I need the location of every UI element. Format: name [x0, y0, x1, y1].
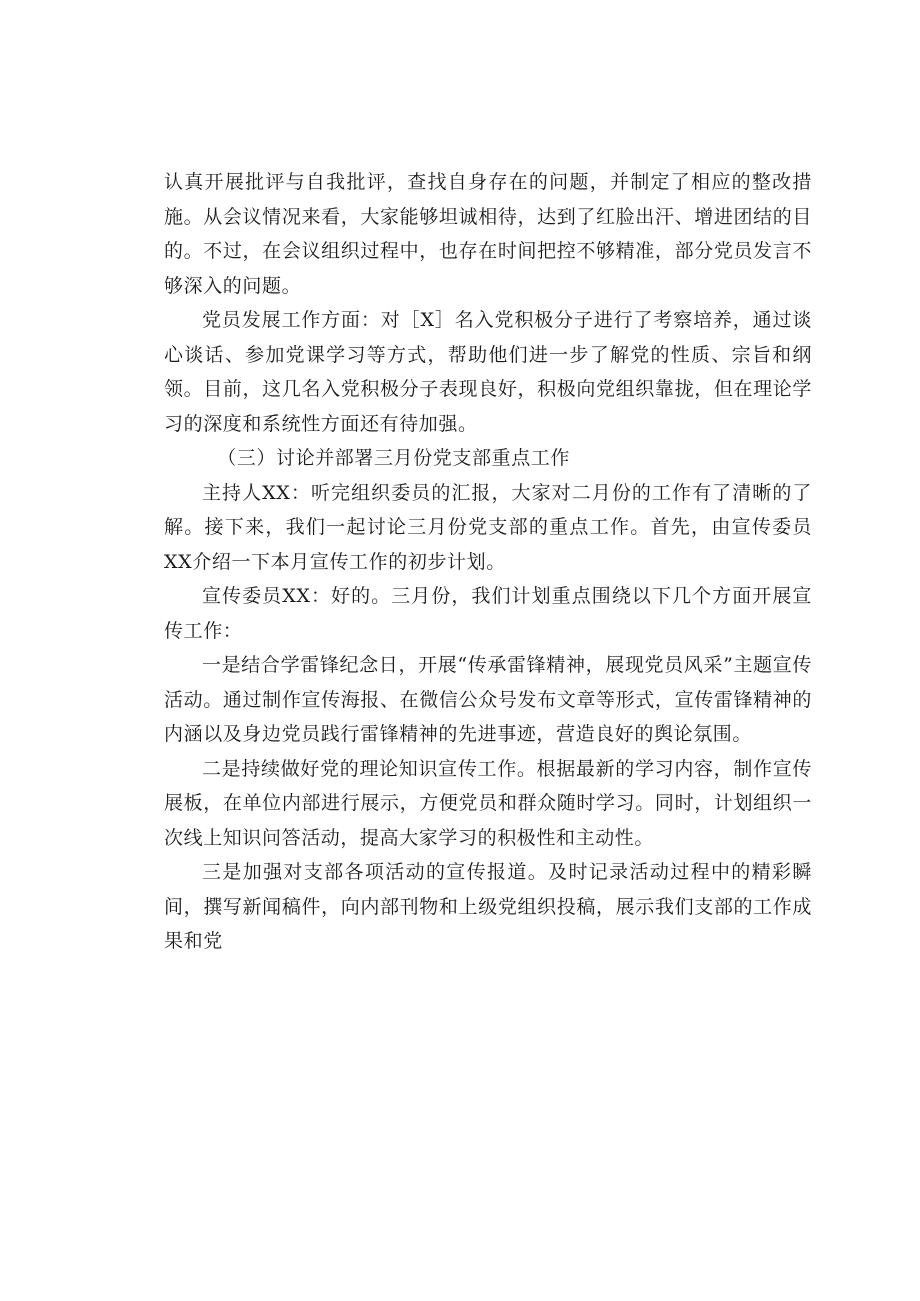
paragraph-party-member-development: 党员发展工作方面：对［X］名入党积极分子进行了考察培养，通过谈心谈话、参加党课学习等方式，帮助他们进一步了解党的性质、宗旨和纲领。目前，这几名入党积极分子表现良好，积极向党组织靠拢，但在理论学习的深度和系统性方面还有待加强。 [164, 309, 812, 435]
document-page [164, 165, 812, 959]
paragraph-item-one-lei-feng: 一是结合学雷锋纪念日，开展“传承雷锋精神，展现党员风采”主题宣传活动。通过制作宣传海报、在微信公众号发布文章等形式，宣传雷锋精神的内涵以及身边党员践行雷锋精神的先进事迹，营造良好的舆论氛围。 [164, 654, 812, 745]
paragraph-item-three-reporting: 三是加强对支部各项活动的宣传报道。及时记录活动过程中的精彩瞬间，撰写新闻稿件，向内部刊物和上级党组织投稿，展示我们支部的工作成果和党 [164, 861, 812, 952]
section-heading-march-work: （三）讨论并部署三月份党支部重点工作 [217, 447, 570, 469]
paragraph-item-two-theory: 二是持续做好党的理论知识宣传工作。根据最新的学习内容，制作宣传展板，在单位内部进行展示，方便党员和群众随时学习。同时，计划组织一次线上知识问答活动，提高大家学习的积极性和主动性。 [164, 757, 812, 849]
paragraph-host-remarks: 主持人XX：听完组织委员的汇报，大家对二月份的工作有了清晰的了解。接下来，我们一起讨论三月份党支部的重点工作。首先，由宣传委员XX介绍一下本月宣传工作的初步计划。 [164, 481, 812, 573]
paragraph-publicity-committee-intro: 宣传委员XX：好的。三月份，我们计划重点围绕以下几个方面开展宣传工作： [164, 585, 812, 642]
paragraph-self-criticism-continuation: 认真开展批评与自我批评，查找自身存在的问题，并制定了相应的整改措施。从会议情况来看，大家能够坦诚相待，达到了红脸出汗、增进团结的目的。不过，在会议组织过程中，也存在时间把控不够精准，部分党员发言不够深入的问题。 [164, 171, 812, 297]
